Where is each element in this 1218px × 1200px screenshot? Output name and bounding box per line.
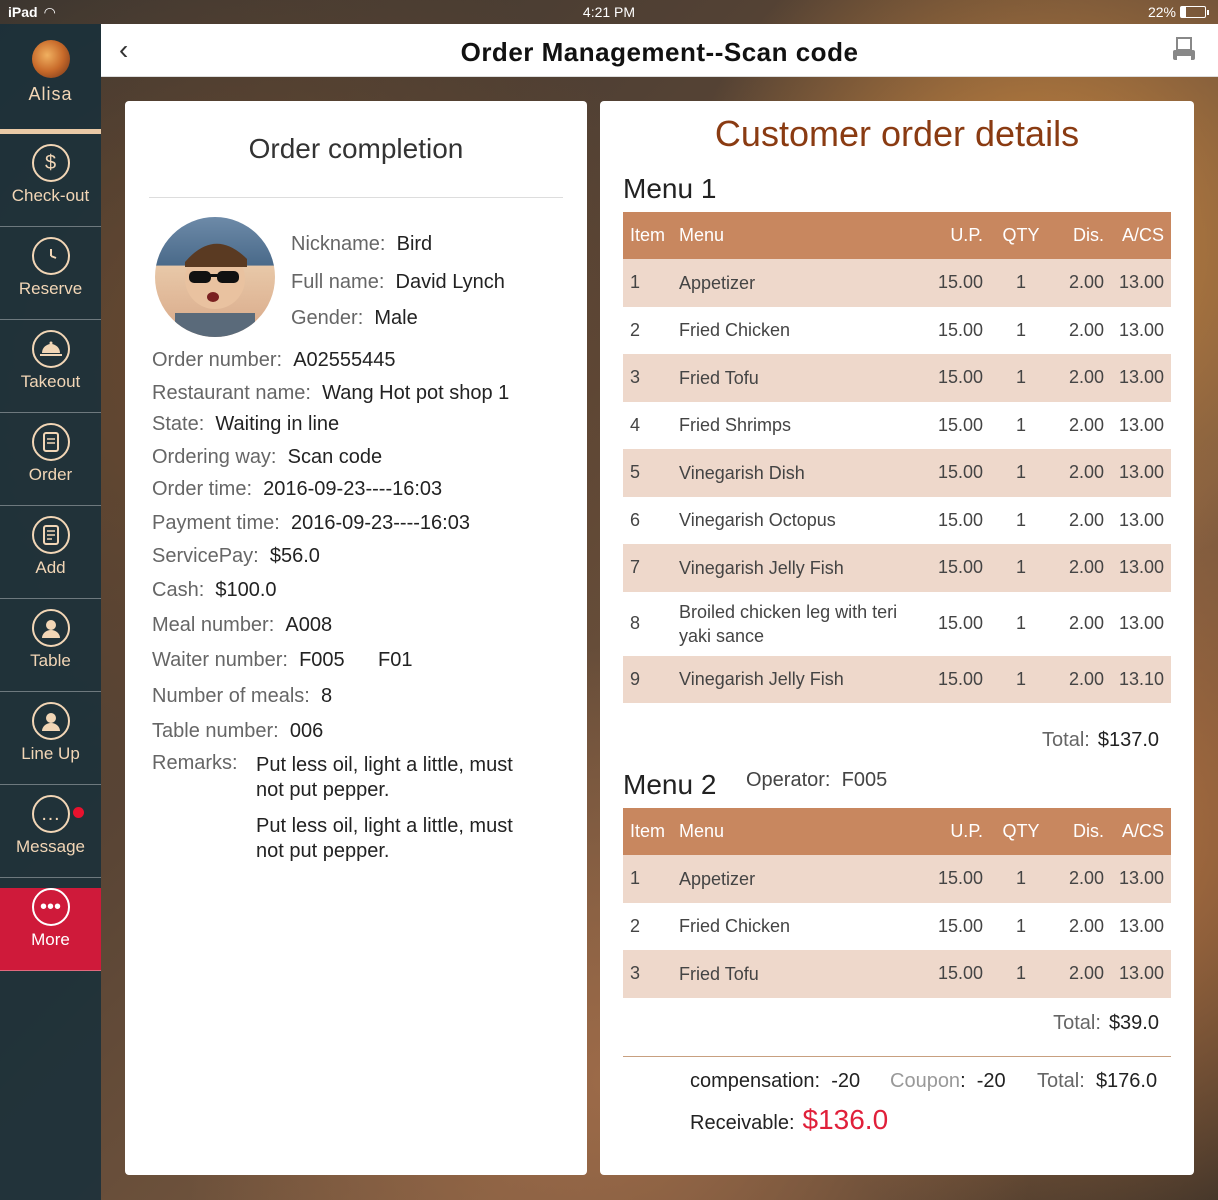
cell-item: 2 <box>630 915 641 936</box>
battery-percent: 22% <box>1147 4 1176 20</box>
table-row[interactable] <box>623 950 1171 998</box>
cell-qty: 1 <box>990 354 1052 402</box>
cell-discount: 2.00 <box>1052 950 1111 998</box>
col-amount: A/CS <box>1111 808 1171 855</box>
table-row[interactable] <box>623 903 1171 951</box>
cell-unit-price: 15.00 <box>931 544 990 592</box>
cell-amount: 13.00 <box>1118 509 1164 530</box>
cell-item: 2 <box>630 319 641 340</box>
cell-qty: 1 <box>990 449 1052 497</box>
cell-menu: Broiled chicken leg with teri yaki sance <box>679 601 898 646</box>
remark-1: Put less oil, light a little, must not put pepper. <box>256 754 513 801</box>
sidebar <box>0 24 101 1200</box>
cell-menu: Vinegarish Octopus <box>679 510 836 531</box>
operator-field: Operator: F005 <box>746 769 888 791</box>
cell-unit-price: 15.00 <box>931 354 990 402</box>
user-name: Alisa <box>28 84 73 104</box>
table-row[interactable] <box>623 497 1171 545</box>
cell-menu: Vinegarish Jelly Fish <box>672 656 931 704</box>
cell-qty: 1 <box>990 259 1052 307</box>
grand-total-field: Total: $176.0 <box>1037 1070 1158 1092</box>
cell-menu: Fried Shrimps <box>679 415 792 436</box>
cell-discount: 2.00 <box>1068 319 1104 340</box>
nav-table[interactable] <box>0 609 101 692</box>
cell-item: 7 <box>623 544 672 592</box>
cash-field: Cash: $100.0 <box>152 579 277 601</box>
cell-item: 3 <box>623 950 672 998</box>
cell-discount: 2.00 <box>1052 855 1111 903</box>
order-completion-title: Order completion <box>248 133 464 164</box>
cell-qty: 1 <box>990 656 1052 704</box>
cell-menu: Fried Chicken <box>679 320 791 341</box>
table-row[interactable] <box>623 592 1171 656</box>
status-time: 4:21 PM <box>582 4 636 20</box>
menu-2-total: Total: $39.0 <box>1053 1012 1159 1034</box>
back-button[interactable]: ‹ <box>119 34 129 65</box>
nav-takeout[interactable] <box>0 330 101 413</box>
cell-menu: Appetizer <box>672 855 931 903</box>
cell-menu: Fried Tofu <box>672 354 931 402</box>
receivable-amount: $136.0 <box>802 1104 889 1135</box>
add-doc-icon <box>32 516 70 554</box>
cell-unit-price: 15.00 <box>937 915 983 936</box>
order-doc-icon <box>32 423 70 461</box>
cell-qty: 1 <box>1015 509 1026 530</box>
cell-discount: 2.00 <box>1068 414 1104 435</box>
cell-menu: Fried Chicken <box>679 916 791 937</box>
menu-1-total: Total: $137.0 <box>1042 729 1159 751</box>
cell-amount: 13.00 <box>1111 950 1171 998</box>
meals-count-field: Number of meals: 8 <box>152 685 333 707</box>
cell-qty: 1 <box>1015 613 1026 633</box>
menu-1-heading: Menu 1 <box>623 173 717 204</box>
nav-label: More <box>31 930 70 949</box>
device-label: iPad ◠ <box>8 4 56 20</box>
cell-qty: 1 <box>1015 319 1026 340</box>
cell-qty: 1 <box>990 950 1052 998</box>
state-field: State: Waiting in line <box>152 413 340 435</box>
col-discount: Dis. <box>1052 808 1111 855</box>
cell-menu: Fried Tofu <box>672 950 931 998</box>
coupon-field: Coupon: -20 <box>890 1070 1006 1092</box>
cell-menu: Appetizer <box>672 259 931 307</box>
table-user-icon <box>32 609 70 647</box>
cell-discount: 2.00 <box>1052 354 1111 402</box>
nickname-field: Nickname: Bird <box>291 233 433 255</box>
table-row[interactable] <box>623 855 1171 903</box>
col-menu: Menu <box>672 212 931 259</box>
battery-status <box>1148 4 1206 20</box>
order-time-field: Order time: 2016-09-23----16:03 <box>152 478 443 500</box>
cell-discount: 2.00 <box>1068 915 1104 936</box>
table-number-field: Table number: 006 <box>152 720 324 742</box>
nav-label: Check-out <box>11 186 90 205</box>
nav-label: Reserve <box>18 279 83 298</box>
cell-item: 1 <box>623 259 672 307</box>
cell-amount: 13.10 <box>1111 656 1171 704</box>
printer-icon <box>1172 36 1196 64</box>
cell-menu: Vinegarish Dish <box>672 449 931 497</box>
cell-unit-price: 15.00 <box>937 319 983 340</box>
cell-item: 5 <box>623 449 672 497</box>
cell-discount: 2.00 <box>1052 449 1111 497</box>
cell-item: 8 <box>630 613 641 633</box>
service-pay-field: ServicePay: $56.0 <box>152 545 320 567</box>
table-header-row <box>623 212 1171 259</box>
col-item: Item <box>623 212 672 259</box>
clock-icon <box>32 237 70 275</box>
nav-label: Takeout <box>20 372 81 391</box>
col-qty: QTY <box>990 212 1052 259</box>
cell-amount: 13.00 <box>1111 259 1171 307</box>
fullname-field: Full name: David Lynch <box>291 271 505 293</box>
nav-label: Message <box>16 837 85 856</box>
order-details-panel <box>600 101 1194 1175</box>
menu-1-table <box>623 212 1171 703</box>
nav-more[interactable] <box>0 888 101 971</box>
meal-number-field: Meal number: A008 <box>152 614 333 636</box>
nav-reserve[interactable] <box>0 237 101 320</box>
order-details-title: Customer order details <box>714 113 1080 154</box>
col-unit-price: U.P. <box>931 808 990 855</box>
cell-amount: 13.00 <box>1118 613 1164 633</box>
cell-unit-price: 15.00 <box>931 855 990 903</box>
cell-discount: 2.00 <box>1052 656 1111 704</box>
unread-dot <box>73 807 84 818</box>
cell-item: 9 <box>623 656 672 704</box>
order-number-field: Order number: A02555445 <box>152 349 396 371</box>
cell-amount: 13.00 <box>1111 449 1171 497</box>
compensation-field: compensation: -20 <box>690 1070 861 1092</box>
nav-label: Add <box>35 558 66 577</box>
cell-unit-price: 15.00 <box>931 259 990 307</box>
cell-item: 6 <box>630 509 641 530</box>
message-icon: … <box>32 795 70 833</box>
cell-amount: 13.00 <box>1118 915 1164 936</box>
more-icon: ••• <box>32 888 70 926</box>
cell-qty: 1 <box>1015 915 1026 936</box>
dollar-icon: $ <box>32 144 70 182</box>
col-unit-price: U.P. <box>931 212 990 259</box>
user-avatar <box>32 40 70 78</box>
table-row[interactable] <box>623 656 1171 704</box>
restaurant-field: Restaurant name: Wang Hot pot shop 1 <box>152 382 510 404</box>
cell-item: 1 <box>623 855 672 903</box>
ordering-way-field: Ordering way: Scan code <box>152 446 383 468</box>
cell-amount: 13.00 <box>1111 354 1171 402</box>
customer-photo <box>155 217 275 337</box>
receivable-field: Receivable: $136.0 <box>690 1104 889 1135</box>
col-amount: A/CS <box>1111 212 1171 259</box>
table-row[interactable] <box>623 544 1171 592</box>
page-title: Order Management--Scan code <box>460 37 859 67</box>
cell-unit-price: 15.00 <box>931 656 990 704</box>
payment-time-field: Payment time: 2016-09-23----16:03 <box>152 512 470 534</box>
wifi-icon: ◠ <box>43 4 56 20</box>
cell-discount: 2.00 <box>1052 544 1111 592</box>
print-button[interactable] <box>1172 36 1196 64</box>
battery-icon <box>1180 6 1206 18</box>
order-completion-panel <box>125 101 587 1175</box>
cell-amount: 13.00 <box>1111 855 1171 903</box>
status-bar <box>0 0 1218 24</box>
cell-unit-price: 15.00 <box>931 950 990 998</box>
divider <box>623 1056 1171 1057</box>
nav-add[interactable] <box>0 516 101 599</box>
cell-unit-price: 15.00 <box>937 509 983 530</box>
lineup-user-icon <box>32 702 70 740</box>
table-row[interactable] <box>623 307 1171 355</box>
nav-message[interactable] <box>0 795 101 878</box>
menu-2-heading: Menu 2 <box>623 769 717 800</box>
table-row[interactable] <box>623 449 1171 497</box>
table-row[interactable] <box>623 354 1171 402</box>
col-qty: QTY <box>990 808 1052 855</box>
col-menu: Menu <box>672 808 931 855</box>
cloche-icon <box>32 330 70 368</box>
page-header <box>101 24 1218 77</box>
cell-qty: 1 <box>1015 414 1026 435</box>
nav-check-out[interactable] <box>0 144 101 227</box>
user-profile[interactable] <box>0 40 101 134</box>
table-row[interactable] <box>623 402 1171 450</box>
cell-qty: 1 <box>990 544 1052 592</box>
waiter-number-field: Waiter number: F005 F01 <box>152 649 413 671</box>
cell-item: 4 <box>630 414 641 435</box>
nav-order[interactable] <box>0 423 101 506</box>
menu-2-table <box>623 808 1171 998</box>
nav-label: Line Up <box>21 744 80 763</box>
nav-label: Table <box>30 651 71 670</box>
gender-field: Gender: Male <box>291 307 418 329</box>
cell-discount: 2.00 <box>1052 259 1111 307</box>
remarks-label: Remarks: <box>152 752 238 774</box>
divider <box>149 197 563 198</box>
cell-item: 3 <box>623 354 672 402</box>
col-item: Item <box>623 808 672 855</box>
cell-menu: Vinegarish Jelly Fish <box>672 544 931 592</box>
nav-line-up[interactable] <box>0 702 101 785</box>
table-row[interactable] <box>623 259 1171 307</box>
col-discount: Dis. <box>1052 212 1111 259</box>
remark-2: Put less oil, light a little, must not put pepper. <box>256 815 513 862</box>
cell-unit-price: 15.00 <box>937 414 983 435</box>
cell-discount: 2.00 <box>1068 613 1104 633</box>
nav-label: Order <box>28 465 73 484</box>
cell-unit-price: 15.00 <box>931 449 990 497</box>
cell-amount: 13.00 <box>1111 544 1171 592</box>
table-header-row <box>623 808 1171 855</box>
cell-unit-price: 15.00 <box>937 613 983 633</box>
cell-discount: 2.00 <box>1068 509 1104 530</box>
cell-amount: 13.00 <box>1118 319 1164 340</box>
cell-amount: 13.00 <box>1118 414 1164 435</box>
cell-qty: 1 <box>990 855 1052 903</box>
